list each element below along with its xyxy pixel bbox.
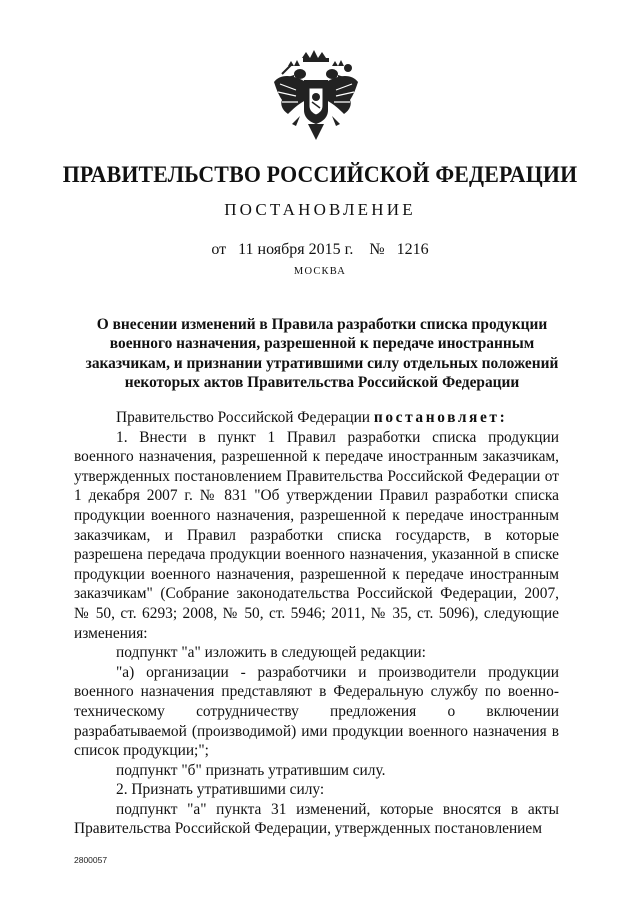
body-paragraph: 2. Признать утратившими силу: xyxy=(116,781,325,799)
footer-code: 2800057 xyxy=(74,855,108,865)
body-paragraph: 1. Внести в пункт 1 Правил разработки списка продукции военного назначения, разрешенной к передаче иностранным заказчикам, утвержденных постановлением Правительства Российской Федерации от 1 декабря 2007 г. № 831 "Об утверждении Правил разработки списка продукции военного назначения, разрешенной к передаче иностранным заказчикам, и Правил разработки списка государств, в которые разрешена передача продукции военного назначения, указанной в списке продукции военного назначения, разрешенной к передаче иностранным заказчикам" (Собрание законодательства Российской Федерации, 2007, № 50, ст. 6293; 2008, № 50, ст. 5946; 2011, № 35, ст. 5096), следующие изменения: xyxy=(74,428,559,642)
body-paragraph: "а) организации - разработчики и производители продукции военного назначения представляют в Федеральную службу по военно-техническому сотрудничеству предложения о включении разрабатываемой (производимой) ими продукции военного назначения в список продукции;"; xyxy=(74,663,559,760)
body-paragraph: подпункт "б" признать утратившим силу. xyxy=(116,761,386,779)
body-paragraph-decree: Правительство Российской Федерации постановляет: xyxy=(116,409,508,426)
document-date: 11 ноября 2015 г. xyxy=(238,241,354,258)
decree-word: постановляет: xyxy=(373,409,508,426)
russian-coat-of-arms-icon xyxy=(266,44,366,146)
document-body xyxy=(74,408,559,839)
body-paragraph: подпункт "а" изложить в следующей редакции: xyxy=(116,644,426,662)
document-heading: О внесении изменений в Правила разработки списка продукции военного назначения, разрешенной к передаче иностранным заказчикам, и признании утратившими силу отдельных положений некоторых актов Правительства Российской Федерации xyxy=(85,316,559,392)
document-type: ПОСТАНОВЛЕНИЕ xyxy=(224,200,416,219)
city: МОСКВА xyxy=(293,266,347,277)
number-sign: № xyxy=(369,241,385,258)
government-title: ПРАВИТЕЛЬСТВО РОССИЙСКОЙ ФЕДЕРАЦИИ xyxy=(62,162,578,188)
date-prefix: от xyxy=(211,241,227,258)
document-number: 1216 xyxy=(396,241,429,258)
body-paragraph: подпункт "а" пункта 31 изменений, которые вносятся в акты Правительства Российской Федерации, утвержденных постановлением xyxy=(74,800,559,838)
date-number-line xyxy=(0,241,640,259)
